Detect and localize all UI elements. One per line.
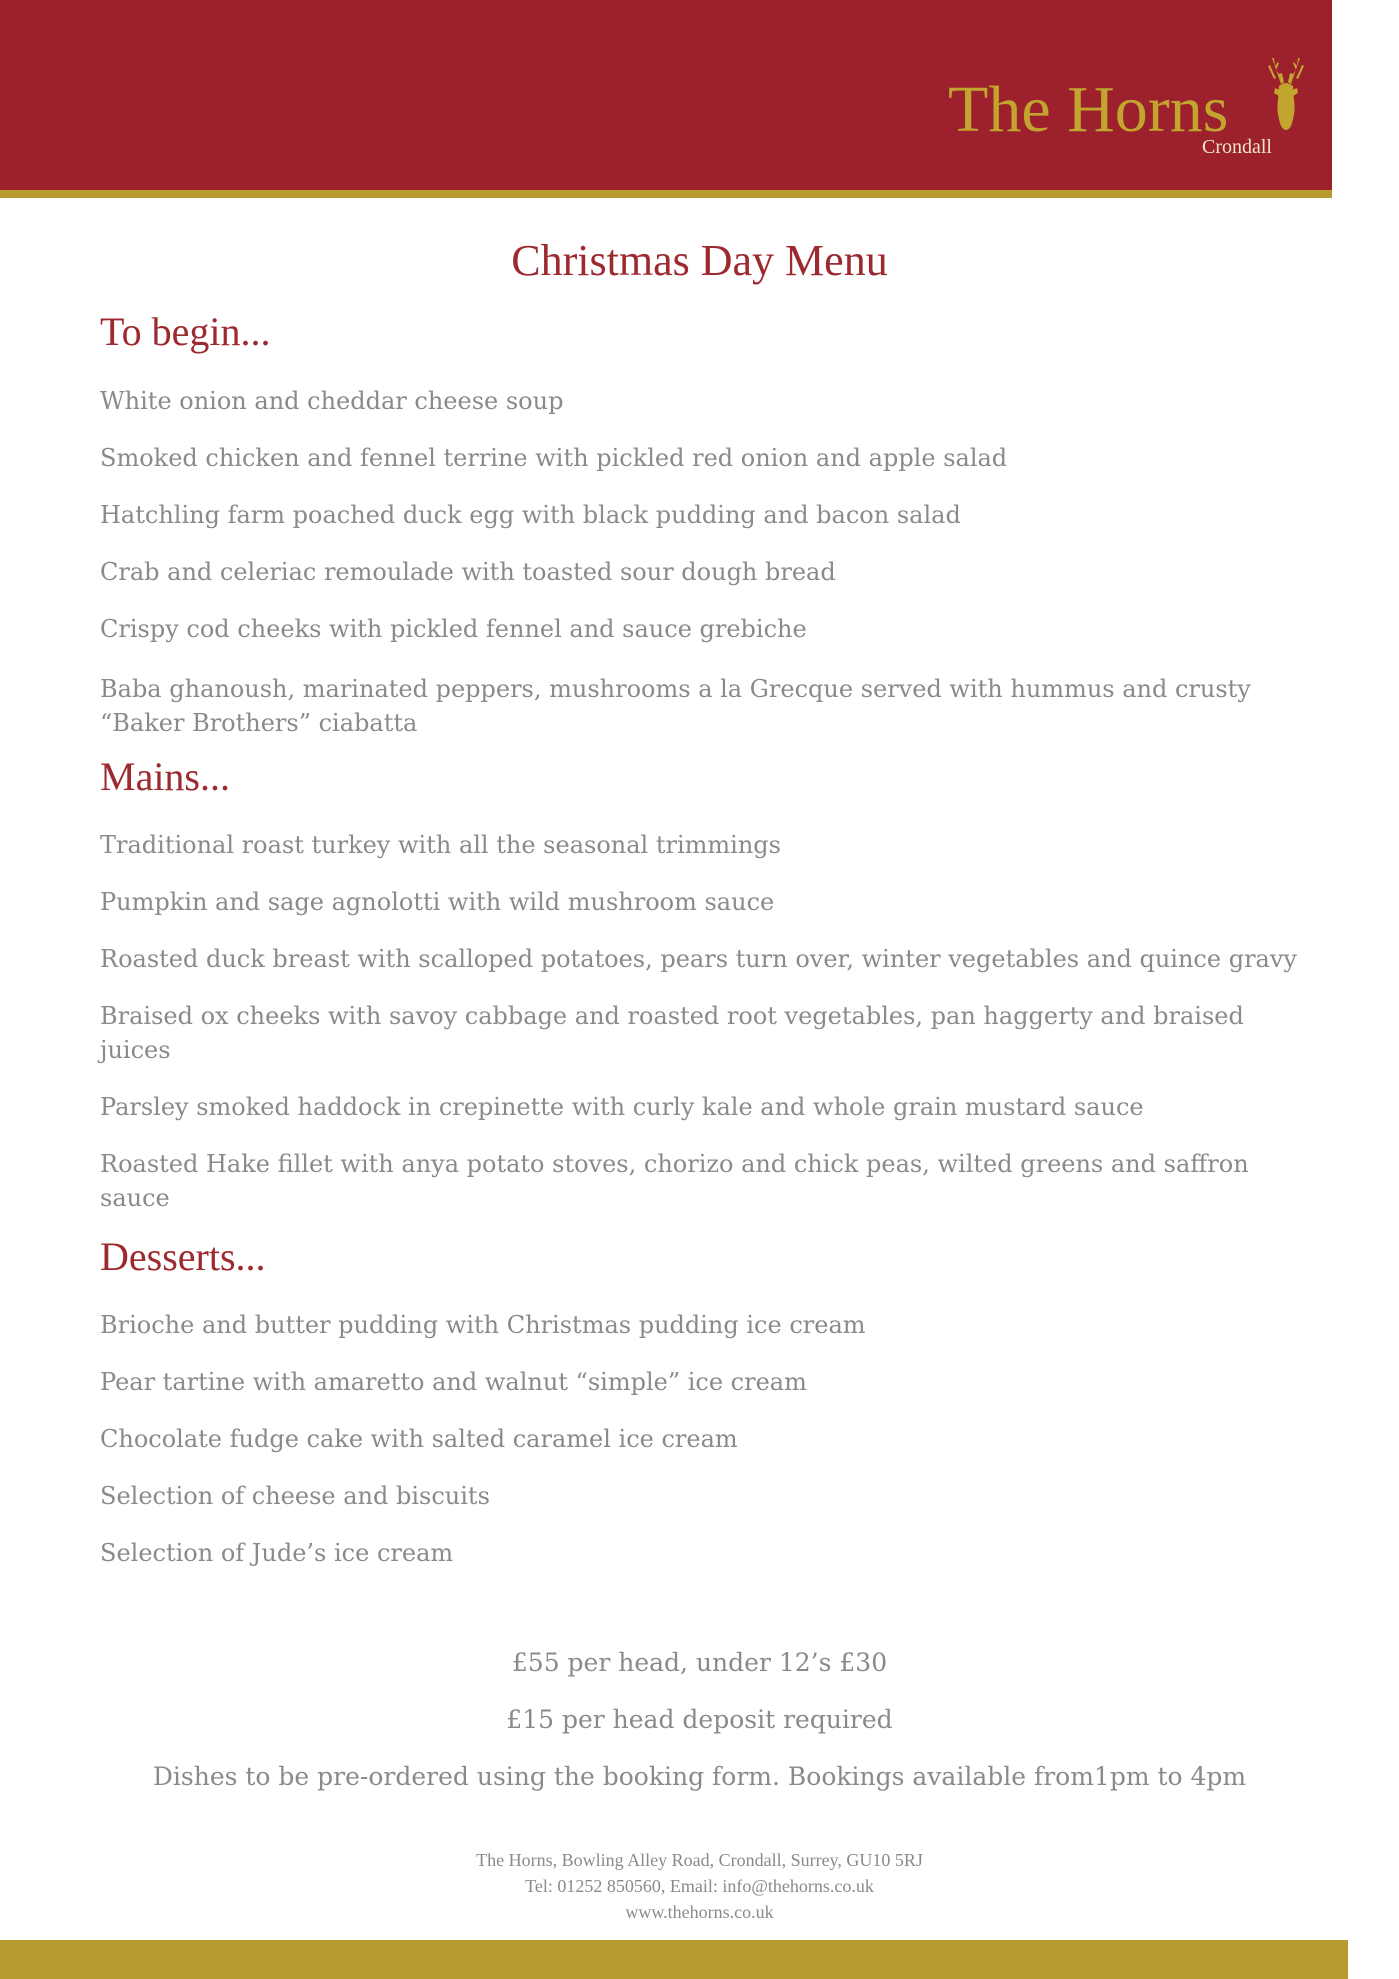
logo (948, 56, 1308, 166)
stag-head-icon (1264, 56, 1308, 134)
dish-item: Pear tartine with amaretto and walnut “simple” ice cream (100, 1368, 807, 1396)
dish-item: Selection of cheese and biscuits (100, 1482, 490, 1510)
footer-website: www.thehorns.co.uk (625, 1902, 774, 1922)
footer-contact: Tel: 01252 850560, Email: info@thehorns.co.uk (525, 1876, 874, 1896)
dish-item: Selection of Jude’s ice cream (100, 1539, 454, 1567)
dish-item: White onion and cheddar cheese soup (100, 387, 564, 415)
logo-text: The Horns (948, 73, 1229, 146)
dish-item: Roasted duck breast with scalloped potatoes, pears turn over, winter vegetables and quince gravy (100, 945, 1297, 973)
logo-subtitle: Crondall (1202, 136, 1272, 158)
footer-gold-band (0, 1940, 1348, 1979)
dish-item: Traditional roast turkey with all the seasonal trimmings (100, 831, 781, 859)
dish-item: Pumpkin and sage agnolotti with wild mushroom sauce (100, 888, 775, 916)
menu-title: Christmas Day Menu (511, 236, 888, 285)
section-heading-mains: Mains... (100, 754, 230, 799)
dish-item: Braised ox cheeks with savoy cabbage and roasted root vegetables, pan haggerty and braised juices (100, 1002, 1244, 1064)
section-heading-desserts: Desserts... (100, 1234, 266, 1279)
dish-item: Smoked chicken and fennel terrine with pickled red onion and apple salad (100, 444, 1008, 472)
booking-note: Dishes to be pre-ordered using the booking form. Bookings available from1pm to 4pm (152, 1762, 1247, 1791)
section-heading-starters: To begin... (100, 309, 271, 354)
dish-item: Hatchling farm poached duck egg with black pudding and bacon salad (100, 501, 961, 529)
dish-item: Brioche and butter pudding with Christmas pudding ice cream (100, 1311, 866, 1339)
deposit-text: £15 per head deposit required (506, 1705, 893, 1734)
dish-item: Parsley smoked haddock in crepinette with curly kale and whole grain mustard sauce (100, 1093, 1144, 1121)
footer-address: The Horns, Bowling Alley Road, Crondall, Surrey, GU10 5RJ (476, 1850, 923, 1870)
dish-item: Crab and celeriac remoulade with toasted sour dough bread (100, 558, 836, 586)
price-text: £55 per head, under 12’s £30 (511, 1648, 888, 1677)
dish-item: Baba ghanoush, marinated peppers, mushrooms a la Grecque served with hummus and crusty “Baker Brothers” ciabatta (100, 675, 1251, 737)
header-gold-stripe (0, 190, 1332, 198)
dish-item: Chocolate fudge cake with salted caramel ice cream (100, 1425, 738, 1453)
dish-item: Roasted Hake fillet with anya potato stoves, chorizo and chick peas, wilted greens and saffron sauce (100, 1150, 1249, 1212)
dish-item: Crispy cod cheeks with pickled fennel and sauce grebiche (100, 615, 807, 643)
